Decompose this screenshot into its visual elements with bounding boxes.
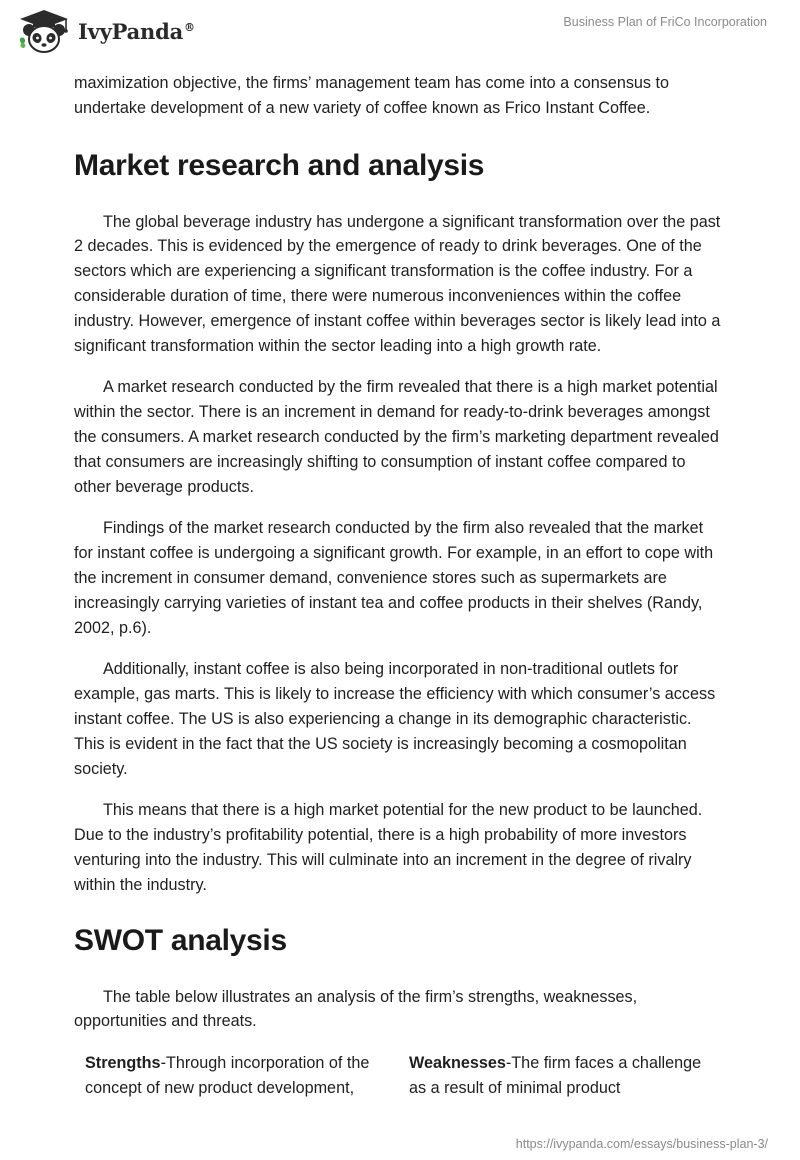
market-research-heading: Market research and analysis xyxy=(74,148,485,182)
document-title: Business Plan of FriCo Incorporation xyxy=(563,15,767,29)
strengths-text: -Through incorporation of the concept of new product development, xyxy=(85,1054,370,1097)
swot-intro-paragraph: The table below illustrates an analysis of the firm’s strengths, weaknesses, opportunities and threats. xyxy=(74,987,638,1031)
page-header xyxy=(0,0,800,64)
swot-heading: SWOT analysis xyxy=(74,923,287,957)
registered-mark: ® xyxy=(184,20,195,34)
swot-strengths-cell xyxy=(85,1051,395,1101)
market-paragraph-1: The global beverage industry has undergone a significant transformation over the past 2 decades. This is evidenced by the emergence of ready to drink beverages. One of the sectors which are experiencing a significant transformation is the coffee industry. For a considerable duration of time, there were numerous inconveniences within the coffee industry. However, emergence of instant coffee within beverages sector is likely lead into a significant transformation within the sector leading into a high growth rate. xyxy=(74,212,721,355)
swot-weaknesses-cell xyxy=(409,1051,719,1101)
intro-paragraph: maximization objective, the firms’ management team has come into a consensus to undertake development of a new variety of coffee known as Frico Instant Coffee. xyxy=(74,74,670,117)
market-paragraph-3: Findings of the market research conducted by the firm also revealed that the market for instant coffee is undergoing a significant growth. For example, in an effort to cope with the increment in consumer demand, convenience stores such as supermarkets are increasingly carrying varieties of instant tea and coffee products in their shelves (Randy, 2002, p.6). xyxy=(74,519,714,637)
market-paragraph-5: This means that there is a high market potential for the new product to be launched. Due to the industry’s profitability potential, there is a high probability of more investors venturing into the industry. This will culminate into an increment in the degree of rivalry within the industry. xyxy=(74,801,703,894)
strengths-label: Strengths xyxy=(85,1054,161,1073)
weaknesses-text: -The firm faces a challenge as a result of minimal product xyxy=(409,1054,702,1097)
market-paragraph-4: Additionally, instant coffee is also being incorporated in non-traditional outlets for example, gas marts. This is likely to increase the efficiency with which consumer’s access instant coffee. The US is also experiencing a change in its demographic characteristic. This is evident in the fact that the US society is increasingly becoming a cosmopolitan society. xyxy=(74,660,716,778)
footer-url[interactable]: https://ivypanda.com/essays/business-plan-3/ xyxy=(515,1137,768,1151)
ivypanda-logo[interactable] xyxy=(16,8,195,54)
swot-table xyxy=(85,1051,726,1101)
weaknesses-label: Weaknesses xyxy=(409,1054,506,1073)
logo-wordmark: IvyPanda® xyxy=(78,18,195,44)
article-body xyxy=(74,71,726,1101)
panda-graduate-icon xyxy=(16,8,72,54)
market-paragraph-2: A market research conducted by the firm revealed that there is a high market potential within the sector. There is an increment in demand for ready-to-drink beverages amongst the consumers. A market research conducted by the firm’s marketing department revealed that consumers are increasingly shifting to consumption of instant coffee compared to other beverage products. xyxy=(74,378,719,496)
